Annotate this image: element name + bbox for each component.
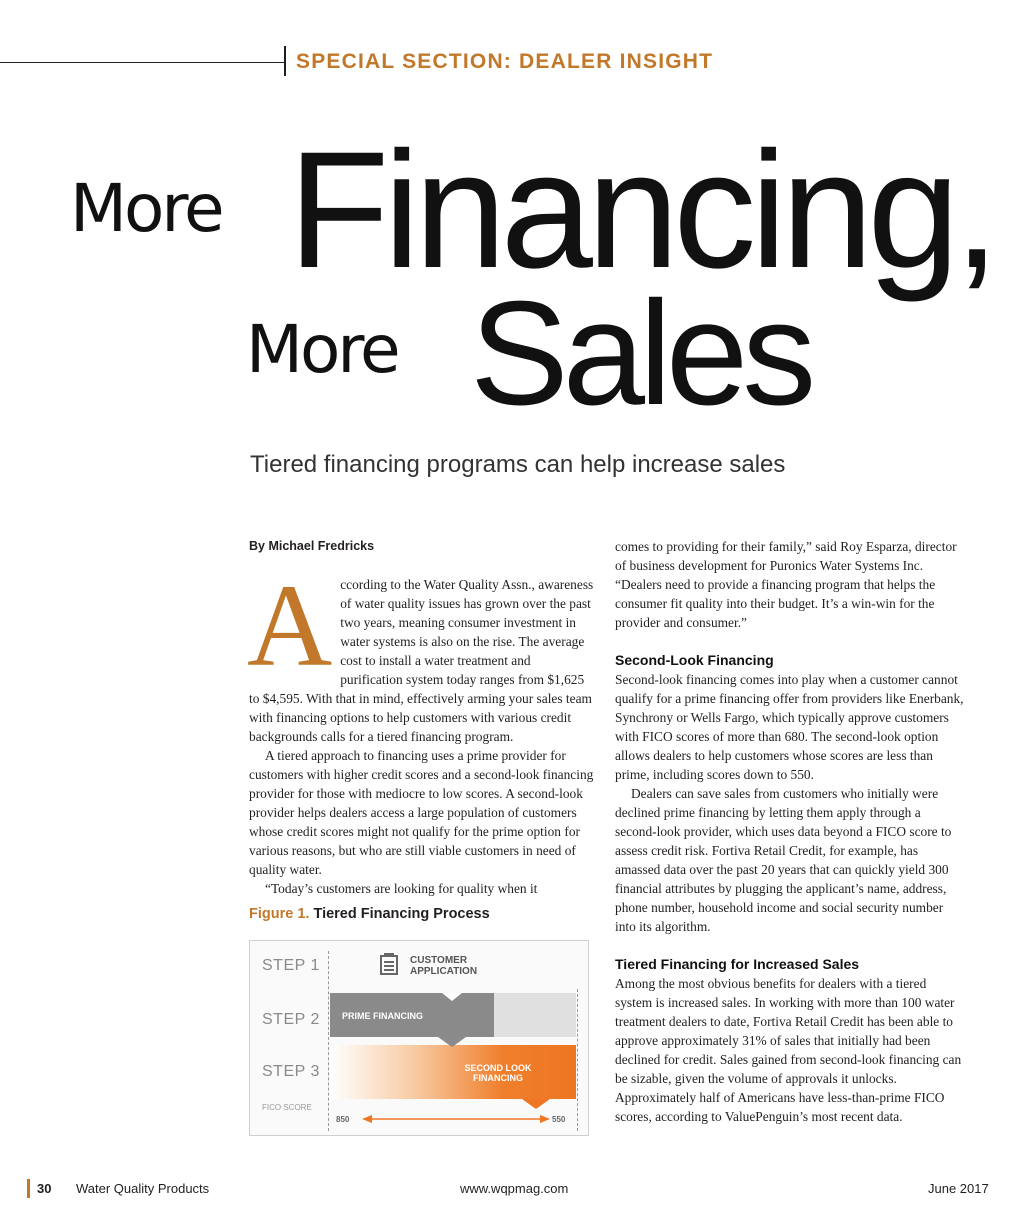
arrow-down-icon: [522, 1099, 550, 1109]
section-rule: [0, 62, 284, 63]
paragraph: “Today’s customers are looking for quality when it: [265, 881, 538, 896]
subheadline: Tiered financing programs can help increase sales: [250, 451, 786, 478]
byline: By Michael Fredricks: [249, 539, 375, 553]
customer-application-label: CUSTOMER APPLICATION: [410, 955, 478, 977]
tiered-financing-figure: [249, 940, 589, 1136]
arrow-right-icon: [540, 1115, 550, 1123]
subhead-second-look: Second-Look Financing: [615, 652, 774, 668]
section-divider: [284, 46, 286, 76]
arrow-left-icon: [362, 1115, 372, 1123]
drop-cap: A: [247, 560, 333, 691]
arrow-down-icon: [442, 993, 462, 1001]
figure-caption: [249, 906, 490, 922]
fico-score-label: FICO SCORE: [262, 1103, 312, 1112]
arrow-down-icon: [438, 1037, 466, 1047]
magazine-name: Water Quality Products: [76, 1181, 210, 1196]
fico-low-value: 550: [552, 1115, 566, 1124]
figure-arrows: [250, 941, 590, 1137]
paragraph: A tiered approach to financing uses a prime provider for customers with higher credit scores and a second-look financing provider for those with mediocre to low scores. A second-look provider helps dealers access a large population of customers whose credit scores might not qualify for the prime option for various reasons, but who are still viable customers in need of quality water.: [249, 748, 594, 877]
fico-high-value: 850: [336, 1115, 350, 1124]
figure-title: Tiered Financing Process: [313, 906, 490, 922]
page-number: 30: [37, 1181, 52, 1196]
headline-more-1: More: [70, 170, 222, 247]
subhead-tiered-financing: Tiered Financing for Increased Sales: [615, 956, 860, 972]
step-1-label: STEP 1: [262, 957, 320, 974]
issue-date: June 2017: [928, 1181, 989, 1196]
paragraph: Among the most obvious benefits for dealers with a tiered system is increased sales. In working with more than 100 water treatment dealers to date, Fortiva Retail Credit has been able to approve approximately 31% of sales that initially had been declined for credit. Sales gained from second-look financing can be sizable, given the volume of approvals it unlocks. Approximately half of Americans have less-than-prime FICO scores, according to ValuePenguin’s most recent data.: [615, 976, 962, 1124]
headline-more-2: More: [246, 311, 398, 388]
figure-number: Figure 1.: [249, 906, 310, 922]
paragraph: Second-look financing comes into play when a customer cannot qualify for a prime financing offer from providers like Enerbank, Synchrony or Wells Fargo, which typically approve customers with FICO scores of more than 680. The second-look option allows dealers to help customers whose scores are less than prime, including scores down to 550.: [615, 672, 964, 782]
prime-financing-label: PRIME FINANCING: [342, 1011, 423, 1021]
headline-sales: Sales: [470, 271, 811, 436]
step-2-label: STEP 2: [262, 1011, 320, 1028]
step-3-label: STEP 3: [262, 1063, 320, 1080]
paragraph: Dealers can save sales from customers who initially were declined prime financing by letting them apply through a second-look provider, which uses data beyond a FICO score to assess credit risk. Fortiva Retail Credit, for example, has amassed data over the past 20 years that can quickly yield 300 financial attributes by plugging the applicant’s name, address, phone number, household income and social security number into its algorithm.: [615, 786, 952, 934]
article-column-left: [249, 537, 594, 898]
headline-financing: Financing,: [288, 118, 994, 303]
footer-accent-bar: [27, 1179, 30, 1198]
paragraph-intro: [247, 560, 594, 746]
second-look-label: SECOND LOOK FINANCING: [464, 1063, 532, 1083]
article-column-right: [615, 537, 965, 1126]
paragraph-intro-text: ccording to the Water Quality Assn., awareness of water quality issues has grown over the past two years, meaning consumer investment in water systems is also on the rise. The average cost to install a water treatment and purification system today ranges from $1,625 to $4,595. With that in mind, effectively arming your sales team with financing options to help customers with various credit backgrounds calls for a tiered financing program.: [249, 577, 594, 744]
paragraph: comes to providing for their family,” said Roy Esparza, director of business development for Puronics Water Systems Inc. “Dealers need to provide a financing program that helps the consumer fit quality into their budget. It’s a win-win for the provider and consumer.”: [615, 539, 957, 630]
magazine-url: www.wqpmag.com: [460, 1181, 569, 1196]
section-title: SPECIAL SECTION: DEALER INSIGHT: [296, 50, 714, 73]
